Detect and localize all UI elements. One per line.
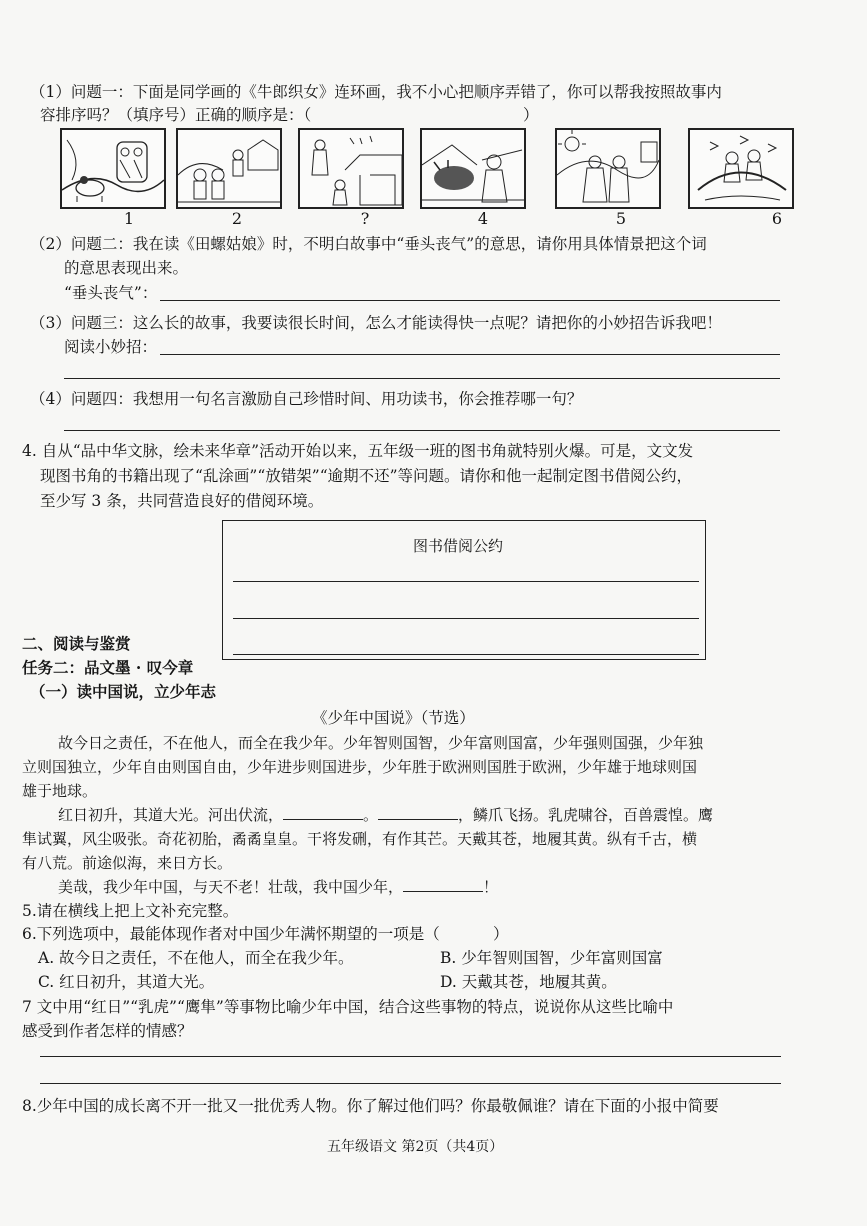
magpie-bridge-icon	[690, 130, 792, 207]
box-title: 图书借阅公约	[413, 537, 504, 555]
passage-p3-part-a: 美哉，我少年中国，与天不老！壮哉，我中国少年，	[58, 878, 404, 896]
panel-label-6: 6	[771, 209, 783, 228]
box-line-1[interactable]	[233, 581, 699, 582]
passage-p1-line3: 雄于地球。	[22, 782, 98, 800]
box-line-3[interactable]	[233, 654, 699, 655]
q3-answer-line-2[interactable]	[64, 378, 780, 379]
q2-answer-line[interactable]	[160, 300, 780, 301]
comic-panel-4	[420, 128, 526, 209]
q7-answer-line-2[interactable]	[40, 1083, 781, 1084]
subsection-title: （一）读中国说，立少年志	[30, 682, 217, 701]
panel-label-5: 5	[615, 209, 627, 228]
q6-option-d[interactable]: D. 天戴其苍，地履其黄。	[440, 973, 617, 991]
q7-answer-line-1[interactable]	[40, 1056, 781, 1057]
passage-p2-line3: 有八荒。前途似海，来日方长。	[22, 854, 233, 872]
q5-text: 5.请在横线上把上文补充完整。	[22, 902, 239, 920]
page-footer: 五年级语文 第2页（共4页）	[327, 1139, 504, 1155]
couple-meeting-icon	[557, 130, 659, 207]
task-title: 任务二：品文墨 · 叹今章	[22, 658, 194, 677]
q2-line1: （2）问题二：我在读《田螺姑娘》时，不明白故事中“垂头丧气”的意思，请你用具体情景把这个词	[30, 235, 707, 253]
q6-stem: 6.下列选项中，最能体现作者对中国少年满怀期望的一项是（	[22, 925, 440, 943]
library-convention-box	[222, 520, 706, 660]
q8-line1: 8.少年中国的成长离不开一批又一批优秀人物。你了解过他们吗？你最敬佩谁？请在下面的小报中简要	[22, 1097, 719, 1115]
passage-p2-line1	[58, 804, 713, 825]
q2-answer-label: “垂头丧气”：	[64, 284, 158, 302]
village-scene-icon	[300, 130, 402, 207]
passage-p2-part-c: ，鳞爪飞扬。乳虎啸谷，百兽震惶。鹰	[458, 806, 714, 824]
comic-panel-5	[555, 128, 661, 209]
passage-p3	[58, 876, 498, 897]
q6-option-c[interactable]: C. 红日初升，其道大光。	[38, 973, 215, 991]
comic-panel-1	[60, 128, 166, 209]
passage-p2-line2: 隼试翼，风尘吸张。奇花初胎，矞矞皇皇。干将发硎，有作其芒。天戴其苍，地履其黄。纵有千古，横	[22, 830, 698, 848]
q6-option-b[interactable]: B. 少年智则国智，少年富则国富	[440, 949, 663, 967]
passage-p1-line1: 故今日之责任，不在他人，而全在我少年。少年智则国智，少年富则国富，少年强则国强，少年独	[58, 734, 704, 752]
fill-blank-2[interactable]	[378, 805, 458, 820]
q1-line2: 容排序吗？（填序号）正确的顺序是：（	[40, 106, 312, 124]
section-title: 二、阅读与鉴赏	[22, 634, 131, 653]
q4-line1: （4）问题四：我想用一句名言激励自己珍惜时间、用功读书，你会推荐哪一句？	[30, 390, 583, 408]
q1-close-paren: ）	[523, 106, 539, 124]
q7-line2: 感受到作者怎样的情感？	[22, 1022, 193, 1040]
q6-option-a[interactable]: A. 故今日之责任，不在他人，而全在我少年。	[38, 949, 354, 967]
panel-label-3: ?	[360, 209, 370, 228]
p4-line3: 至少写 3 条，共同营造良好的借阅环境。	[40, 492, 324, 510]
q2-line2: 的意思表现出来。	[64, 259, 189, 277]
q3-answer-label: 阅读小妙招：	[64, 338, 158, 356]
p4-line1: 4. 自从“品中华文脉，绘未来华章”活动开始以来，五年级一班的图书角就特别火爆。可是，文文发	[22, 442, 694, 460]
q3-answer-line-1[interactable]	[160, 354, 780, 355]
panel-label-4: 4	[477, 209, 489, 228]
q4-answer-line[interactable]	[64, 430, 780, 431]
family-at-house-icon	[178, 130, 280, 207]
boy-with-ox-icon	[422, 130, 524, 207]
box-line-2[interactable]	[233, 618, 699, 619]
comic-panel-6	[688, 128, 794, 209]
comic-panel-3	[298, 128, 404, 209]
q6-close-paren: ）	[493, 925, 509, 943]
passage-p2-part-a: 红日初升，其道大光。河出伏流，	[58, 806, 284, 824]
panel-label-2: 2	[231, 209, 243, 228]
q1-line1: （1）问题一：下面是同学画的《牛郎织女》连环画，我不小心把顺序弄错了，你可以帮我按照故事内	[30, 83, 722, 101]
p4-line2: 现图书角的书籍出现了“乱涂画”“放错架”“逾期不还”等问题。请你和他一起制定图书借阅公约，	[40, 467, 693, 485]
q3-line1: （3）问题三：这么长的故事，我要读很长时间，怎么才能读得快一点呢？请把你的小妙招告诉我吧！	[30, 314, 722, 332]
comic-panel-2	[176, 128, 282, 209]
fill-blank-3[interactable]	[403, 877, 483, 892]
passage-p3-part-b: ！	[483, 878, 499, 896]
panel-label-1: 1	[123, 209, 135, 228]
fill-blank-1[interactable]	[283, 805, 363, 820]
passage-p2-part-b: 。	[363, 806, 379, 824]
q7-line1: 7 文中用“红日”“乳虎”“鹰隼”等事物比喻少年中国，结合这些事物的特点，说说你从这些比喻中	[22, 998, 674, 1016]
passage-title: 《少年中国说》（节选）	[312, 709, 475, 727]
ox-cart-scene-icon	[62, 130, 164, 207]
passage-p1-line2: 立则国独立，少年自由则国自由，少年进步则国进步，少年胜于欧洲则国胜于欧洲，少年雄于地球则国	[22, 758, 698, 776]
